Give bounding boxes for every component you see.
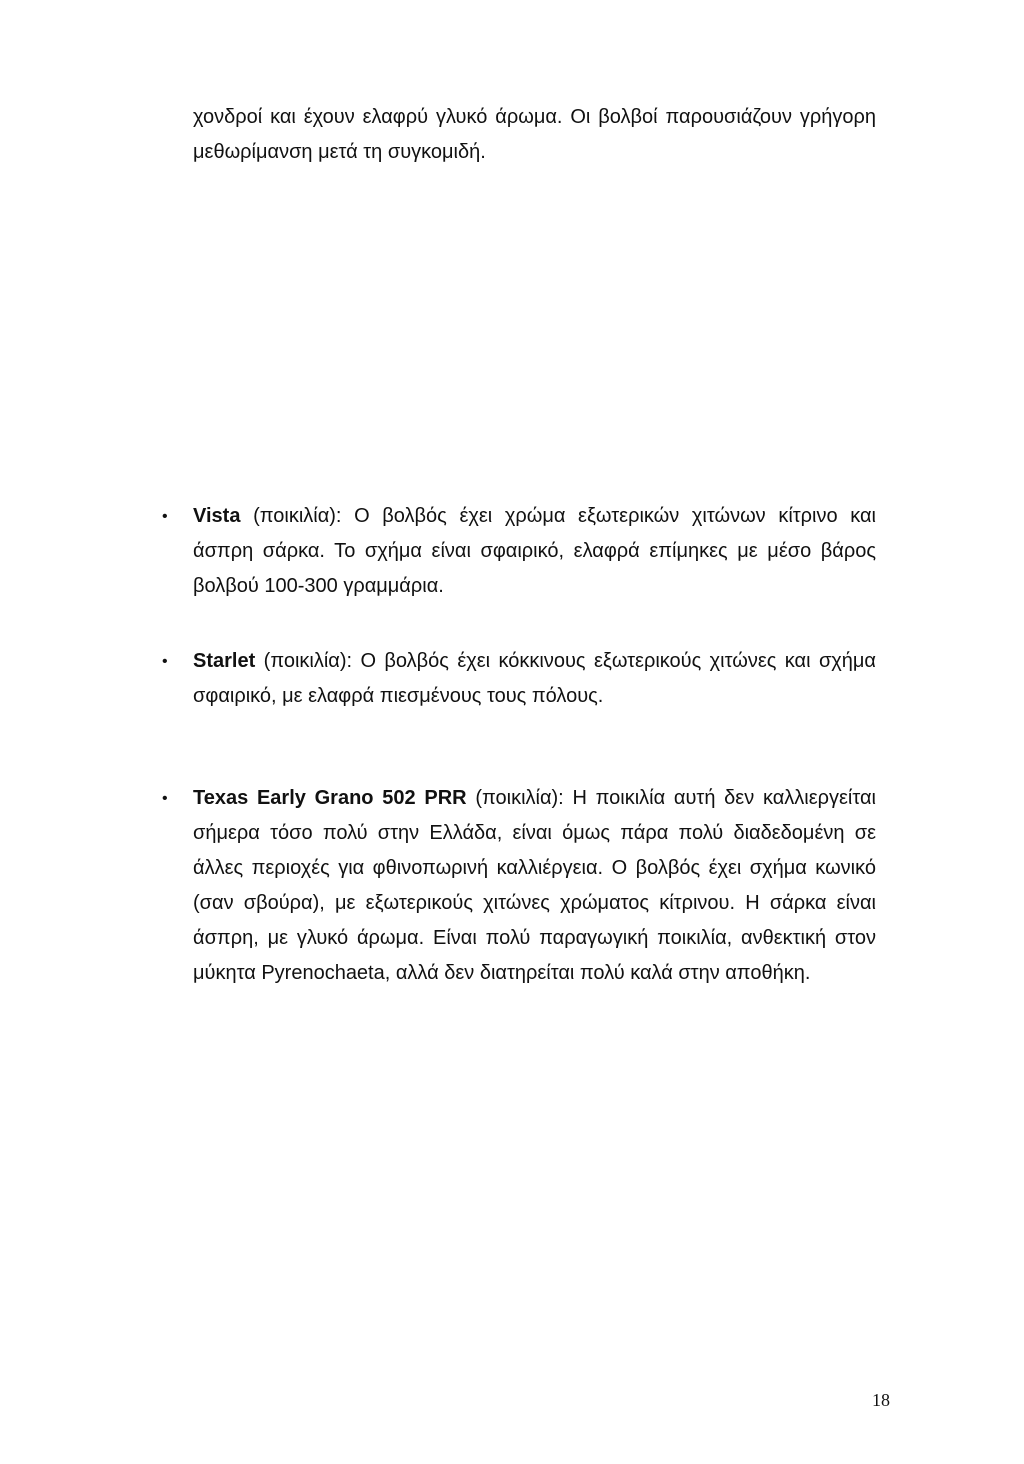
bullet-icon: •: [162, 653, 168, 670]
list-item-text: [193, 644, 876, 714]
variety-description: (ποικιλία): Η ποικιλία αυτή δεν καλλιεργείται σήμερα τόσο πολύ στην Ελλάδα, είναι όμως πάρα πολύ διαδεδομένη σε άλλες περιοχές για φθινοπωρινή καλλιέργεια. Ο βολβός έχει σχήμα κωνικό (σαν σβούρα), με εξωτερικούς χιτώνες χρώματος κίτρινου. Η σάρκα είναι άσπρη, με γλυκό άρωμα. Είναι πολύ παραγωγική ποικιλία, ανθεκτική στον μύκητα Pyrenochaeta, αλλά δεν διατηρείται πολύ καλά στην αποθήκη.: [193, 787, 876, 984]
intro-paragraph: χονδροί και έχουν ελαφρύ γλυκό άρωμα. Οι βολβοί παρουσιάζουν γρήγορη μεθωρίμανση μετά τη συγκομιδή.: [193, 106, 876, 163]
page-number: 18: [872, 1390, 890, 1410]
variety-name: Texas Early Grano 502 PRR: [193, 787, 467, 809]
bullet-icon: •: [162, 790, 168, 807]
list-item-text: [193, 499, 876, 604]
variety-name: Starlet: [193, 650, 256, 672]
variety-description: (ποικιλία): Ο βολβός έχει χρώμα εξωτερικών χιτώνων κίτρινο και άσπρη σάρκα. Το σχήμα είναι σφαιρικό, ελαφρά επίμηκες με μέσο βάρος βολβού 100-300 γραμμάρια.: [193, 505, 876, 597]
bullet-icon: •: [162, 508, 168, 525]
list-item-text: [193, 781, 876, 991]
variety-name: Vista: [193, 505, 241, 527]
variety-description: (ποικιλία): Ο βολβός έχει κόκκινους εξωτερικούς χιτώνες και σχήμα σφαιρικό, με ελαφρά πιεσμένους τους πόλους.: [193, 650, 876, 707]
